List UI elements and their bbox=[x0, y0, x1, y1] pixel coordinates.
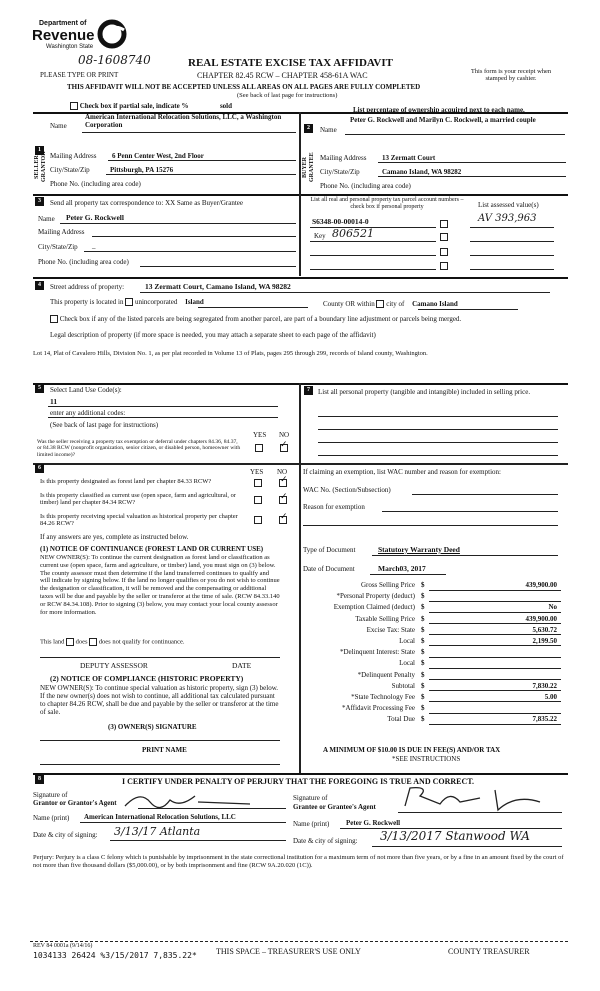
dollar-sign: $ bbox=[421, 636, 425, 645]
personal-property-label: List all personal property (tangible and intangible) included in selling price. bbox=[318, 388, 531, 396]
perjury-notice: Perjury: Perjury is a class C felony which is punishable by imprisonment in the state correctional institution for a maximum term of not more than five years, or by a fine in an amount fixed by the court of not more than five thousand dollars ($5,000.00), or by both imprisonment and fine (RCW 9A.20.020 (1C)). bbox=[33, 854, 564, 870]
grantee-name-label: Name (print) bbox=[293, 820, 330, 828]
sold-label: sold bbox=[219, 102, 233, 110]
fee-row bbox=[303, 670, 561, 681]
segregated-row bbox=[50, 315, 461, 323]
fee-label: Local bbox=[399, 636, 415, 645]
does-checkbox[interactable] bbox=[66, 638, 74, 646]
exemption-claim-label: If claiming an exemption, list WAC number and reason for exemption: bbox=[303, 468, 501, 476]
dollar-sign: $ bbox=[421, 614, 425, 623]
notice-compliance-body: NEW OWNER(S): To continue special valuation as historic property, sign (3) below. If the new owner(s) does not wish to continue, all additional tax calculated pursuant to chapter 84.26 RCW, shall be due and payable by the seller or transferor at the time of sale. bbox=[40, 684, 279, 717]
seller-name: American International Relocation Solutions, LLC, a Washington Corporation bbox=[85, 113, 282, 130]
parcel-4-personal-checkbox[interactable] bbox=[440, 262, 448, 270]
parcel-number: S6348-00-00014-0 bbox=[312, 217, 369, 226]
county-or-label: County OR within bbox=[323, 300, 375, 308]
warning-text: THIS AFFIDAVIT WILL NOT BE ACCEPTED UNLESS ALL AREAS ON ALL PAGES ARE FULLY COMPLETED bbox=[67, 83, 421, 91]
logo-line3: Washington State bbox=[46, 44, 94, 50]
section-3-badge: 3 bbox=[35, 197, 44, 206]
grantor-name-label: Name (print) bbox=[33, 814, 70, 822]
dollar-sign: $ bbox=[421, 603, 425, 612]
s5-yes: YES bbox=[253, 431, 267, 439]
legal-description: Lot 14, Plat of Cavalero Hills, Division No. 1, as per plat recorded in Volume 13 of Plats, pages 295 through 299, records of Island county, Washington. bbox=[33, 350, 428, 357]
forest-no-check-mark-icon: ✓ bbox=[280, 475, 288, 485]
land-use-code: 11 bbox=[50, 397, 58, 406]
minimum-due-note: A MINIMUM OF $10.00 IS DUE IN FEE(S) AND/OR TAX bbox=[323, 746, 501, 754]
key-label: Key bbox=[314, 232, 326, 240]
logo-line2: Revenue bbox=[32, 27, 95, 44]
dollar-sign: $ bbox=[421, 715, 425, 724]
dollar-sign: $ bbox=[421, 704, 425, 713]
section-8-badge: 8 bbox=[35, 775, 44, 784]
continuance-row bbox=[40, 638, 185, 646]
forest-land-question: Is this property designated as forest land per chapter 84.33 RCW? bbox=[40, 478, 212, 485]
dollar-sign: $ bbox=[421, 659, 425, 668]
doc-type: Statutory Warranty Deed bbox=[378, 545, 460, 554]
historic-yes-checkbox[interactable] bbox=[254, 516, 262, 524]
reason-label: Reason for exemption bbox=[303, 503, 365, 511]
street-address: 13 Zermatt Court, Camano Island, WA 98282 bbox=[145, 282, 291, 291]
city-checkbox[interactable] bbox=[376, 300, 384, 308]
certify-statement: I CERTIFY UNDER PENALTY OF PERJURY THAT THE FOREGOING IS TRUE AND CORRECT. bbox=[122, 777, 475, 786]
fee-value: 2,199.50 bbox=[532, 636, 557, 645]
grantee-name: Peter G. Rockwell bbox=[346, 819, 401, 827]
fee-label: Local bbox=[399, 659, 415, 668]
partial-sale-checkbox[interactable] bbox=[70, 102, 78, 110]
fee-row bbox=[303, 636, 561, 647]
unincorporated-label: unincorporated bbox=[134, 298, 178, 306]
see-instructions: *SEE INSTRUCTIONS bbox=[392, 755, 461, 763]
notice-continuance-title: (1) NOTICE OF CONTINUANCE (FOREST LAND OR CURRENT USE) bbox=[40, 545, 264, 553]
fee-label: Total Due bbox=[387, 715, 415, 724]
current-use-question: Is this property classified as current use (open space, farm and agricultural, or timber) land per chapter 84.34 RCW? bbox=[40, 492, 236, 507]
exemption-yes-checkbox[interactable] bbox=[255, 444, 263, 452]
county-treasurer-label: COUNTY TREASURER bbox=[448, 947, 530, 956]
tax-city-label: City/State/Zip bbox=[38, 243, 78, 251]
fee-value: No bbox=[548, 603, 557, 612]
fee-value: 439,900.00 bbox=[525, 581, 557, 589]
dollar-sign: $ bbox=[421, 648, 425, 657]
fee-row bbox=[303, 647, 561, 658]
fee-label: Excise Tax: State bbox=[366, 625, 415, 634]
land-use-see-back: (See back of last page for instructions) bbox=[50, 421, 159, 429]
grantee-date: 3/13/2017 Stanwood WA bbox=[380, 829, 530, 843]
tax-mailing-label: Mailing Address bbox=[38, 228, 85, 236]
rev-number: REV 84 0001a (9/14/16) bbox=[33, 943, 93, 949]
grantee-sig-label-2: Grantee or Grantee's Agent bbox=[293, 803, 376, 811]
fee-row bbox=[303, 681, 561, 692]
doc-type-label: Type of Document bbox=[303, 546, 356, 554]
segregated-checkbox[interactable] bbox=[50, 315, 58, 323]
city-of-label: city of bbox=[386, 300, 405, 308]
street-label: Street address of property: bbox=[50, 283, 125, 291]
current-use-yes-checkbox[interactable] bbox=[254, 496, 262, 504]
does-not-label: does not qualify for continuance. bbox=[98, 638, 185, 646]
chapter-ref: CHAPTER 82.45 RCW – CHAPTER 458-61A WAC bbox=[197, 71, 368, 80]
buyer-phone-label: Phone No. (including area code) bbox=[320, 182, 411, 190]
fee-label: *Personal Property (deduct) bbox=[336, 592, 415, 601]
dollar-sign: $ bbox=[421, 592, 425, 601]
tax-name: Peter G. Rockwell bbox=[66, 213, 124, 222]
city-name: Camano Island bbox=[412, 300, 458, 308]
fee-table bbox=[303, 580, 561, 725]
deputy-assessor-label: DEPUTY ASSESSOR bbox=[80, 661, 148, 670]
grantee-signature bbox=[400, 784, 560, 814]
fee-value: 5.00 bbox=[544, 692, 557, 701]
legal-label: Legal description of property (if more space is needed, you may attach a separate sheet to each page of the affidavit) bbox=[50, 331, 376, 339]
notice-compliance-title: (2) NOTICE OF COMPLIANCE (HISTORIC PROPERTY) bbox=[50, 674, 244, 683]
notice-continuance-body: NEW OWNER(S): To continue the current designation as forest land or classification as current use (open space, farm and agriculture, or timber) land, you must sign on (3) below. The county assessor must then determine if the land transferred continues to qualify and will indicate by signing below. If the land no longer qualifies or you do not wish to continue the designation or classification, it will be removed and the compensating or additional taxes will be due and payable by the seller or transferor at the time of sale. (RCW 84.33.140 or RCW 84.34.108). Prior to signing (3) below, you may contact your local county assessor for more information. bbox=[40, 554, 280, 616]
ownership-note: List percentage of ownership acquired next to each name. bbox=[353, 106, 525, 114]
dollar-sign: $ bbox=[421, 692, 425, 701]
fee-row bbox=[303, 658, 561, 669]
please-type: PLEASE TYPE OR PRINT bbox=[40, 71, 119, 79]
buyer-name-label: Name bbox=[320, 126, 337, 134]
historic-no-check-mark-icon: ✓ bbox=[280, 512, 288, 522]
s6-no: NO bbox=[277, 468, 288, 476]
fee-row bbox=[303, 591, 561, 602]
seller-mailing-label: Mailing Address bbox=[50, 152, 97, 160]
grantor-date: 3/13/17 Atlanta bbox=[114, 825, 201, 838]
fee-row bbox=[303, 703, 561, 714]
doc-date-label: Date of Document bbox=[303, 565, 355, 573]
section-2-badge: 2 bbox=[304, 124, 313, 133]
assessor-date-label: DATE bbox=[232, 661, 252, 670]
dor-logo bbox=[32, 16, 127, 56]
parcel-header: List all real and personal property tax parcel account numbers – check box if personal property bbox=[310, 197, 464, 210]
handwritten-affidavit-number: 08-1608740 bbox=[78, 53, 151, 67]
print-name-label: PRINT NAME bbox=[142, 746, 187, 754]
fee-row bbox=[303, 692, 561, 703]
partial-sale-label: Check box if partial sale, indicate % bbox=[79, 102, 189, 110]
parcel-3-personal-checkbox[interactable] bbox=[440, 248, 448, 256]
tax-name-label: Name bbox=[38, 215, 55, 223]
key-value: 806521 bbox=[332, 227, 374, 240]
doc-date: March03, 2017 bbox=[378, 564, 426, 573]
fee-label: *Delinquent Penalty bbox=[357, 670, 415, 679]
tax-city-value: _ bbox=[92, 242, 96, 250]
grantor-sig-label-2: Grantor or Grantor's Agent bbox=[33, 799, 117, 807]
tax-phone-label: Phone No. (including area code) bbox=[38, 258, 129, 266]
dollar-sign: $ bbox=[421, 670, 425, 679]
fee-label: Taxable Selling Price bbox=[355, 614, 415, 623]
fee-row bbox=[303, 602, 561, 613]
buyer-mailing: 13 Zermatt Court bbox=[382, 154, 436, 162]
fee-row bbox=[303, 625, 561, 636]
owner-signature-label: (3) OWNER(S) SIGNATURE bbox=[108, 723, 197, 731]
grantee-date-label: Date & city of signing: bbox=[293, 837, 358, 845]
does-not-checkbox[interactable] bbox=[89, 638, 97, 646]
grantor-sig-label-1: Signature of bbox=[33, 791, 68, 799]
seller-name-label: Name bbox=[50, 122, 67, 130]
exemption-no-check-mark-icon: ✓ bbox=[280, 440, 288, 450]
wac-label: WAC No. (Section/Subsection) bbox=[303, 486, 391, 494]
logo-line1: Department of bbox=[39, 20, 87, 27]
fee-row bbox=[303, 714, 561, 725]
grantor-name: American International Relocation Solutions, LLC bbox=[84, 813, 236, 821]
property-location-row bbox=[50, 298, 204, 306]
seller-vertical-label: SELLER GRANTOR bbox=[34, 151, 47, 183]
forest-yes-checkbox[interactable] bbox=[254, 479, 262, 487]
treasurer-stamp: 1034133 26424 %3/15/2017 7,835.22* bbox=[33, 951, 197, 960]
section-1-badge: 1 bbox=[35, 146, 44, 155]
fee-row bbox=[303, 580, 561, 591]
buyer-vertical-label: BUYER GRANTEE bbox=[302, 152, 315, 182]
fee-label: Gross Selling Price bbox=[360, 581, 415, 589]
section-5-badge: 5 bbox=[35, 384, 44, 393]
partial-sale-row bbox=[70, 102, 232, 110]
seller-city: Pittsburgh, PA 15276 bbox=[110, 166, 174, 174]
located-label: This property is located in bbox=[50, 298, 124, 306]
fee-label: Subtotal bbox=[391, 681, 415, 690]
fee-value: 7,830.22 bbox=[532, 681, 557, 690]
parcel-2-personal-checkbox[interactable] bbox=[440, 233, 448, 241]
grantor-signature bbox=[120, 788, 280, 814]
segregated-label: Check box if any of the listed parcels are being segregated from another parcel, are part of a boundary line adjustment or parcels being merged. bbox=[59, 315, 462, 323]
land-use-label: Select Land Use Code(s): bbox=[50, 386, 122, 394]
exemption-question: Was the seller receiving a property tax exemption or deferral under chapters 84.36, 84.37, or 84.38 RCW (nonprofit organization, senior citizen, or disabled person, homeowner with limited income)? bbox=[37, 439, 241, 458]
current-use-no-check-mark-icon: ✓ bbox=[280, 492, 288, 502]
s5-no: NO bbox=[279, 431, 290, 439]
additional-codes-label: enter any additional codes: bbox=[50, 409, 126, 417]
section-4-badge: 4 bbox=[35, 281, 44, 290]
fee-value: 5,630.72 bbox=[532, 625, 557, 634]
dollar-sign: $ bbox=[421, 625, 425, 634]
see-back-header: (See back of last page for instructions) bbox=[237, 92, 338, 99]
treasurer-space-label: THIS SPACE – TREASURER'S USE ONLY bbox=[216, 947, 361, 956]
fee-label: Exemption Claimed (deduct) bbox=[333, 603, 415, 612]
buyer-city-label: City/State/Zip bbox=[320, 168, 360, 176]
if-yes-note: If any answers are yes, complete as instructed below. bbox=[40, 533, 189, 541]
fee-label: *Delinquent Interest: State bbox=[339, 648, 415, 657]
historic-question: Is this property receiving special valuation as historical property per chapter 84.26 RCW? bbox=[40, 513, 238, 528]
buyer-name: Peter G. Rockwell and Marilyn C. Rockwell, a married couple bbox=[350, 116, 536, 124]
seller-city-label: City/State/Zip bbox=[50, 166, 90, 174]
section-7-badge: 7 bbox=[304, 386, 313, 395]
parcel-1-personal-checkbox[interactable] bbox=[440, 220, 448, 228]
does-label: does bbox=[75, 638, 88, 646]
grantee-sig-label-1: Signature of bbox=[293, 794, 328, 802]
assessed-value: AV 393,963 bbox=[478, 213, 537, 224]
fee-label: *State Technology Fee bbox=[351, 692, 415, 701]
unincorporated-checkbox[interactable] bbox=[125, 298, 133, 306]
this-land-label: This land bbox=[40, 638, 65, 646]
receipt-note: This form is your receipt when stamped by cashier. bbox=[470, 68, 552, 83]
section-6-badge: 6 bbox=[35, 464, 44, 473]
dollar-sign: $ bbox=[421, 581, 425, 589]
buyer-city: Camano Island, WA 98282 bbox=[382, 168, 462, 176]
s6-yes: YES bbox=[250, 468, 264, 476]
county-name: Island bbox=[185, 298, 204, 306]
city-row bbox=[323, 300, 458, 308]
seller-phone-label: Phone No. (including area code) bbox=[50, 180, 141, 188]
fee-value: 7,835.22 bbox=[532, 715, 557, 724]
buyer-mailing-label: Mailing Address bbox=[320, 154, 367, 162]
form-title: REAL ESTATE EXCISE TAX AFFIDAVIT bbox=[188, 57, 393, 69]
fee-row bbox=[303, 614, 561, 625]
fee-value: 439,900.00 bbox=[525, 614, 557, 623]
send-correspondence-label: Send all property tax correspondence to: XX Same as Buyer/Grantee bbox=[50, 199, 244, 207]
assessed-header: List assessed value(s) bbox=[478, 201, 539, 209]
seller-mailing: 6 Penn Center West, 2nd Floor bbox=[112, 152, 204, 160]
dollar-sign: $ bbox=[421, 681, 425, 690]
grantor-date-label: Date & city of signing: bbox=[33, 831, 98, 839]
fee-label: *Affidavit Processing Fee bbox=[342, 704, 415, 713]
